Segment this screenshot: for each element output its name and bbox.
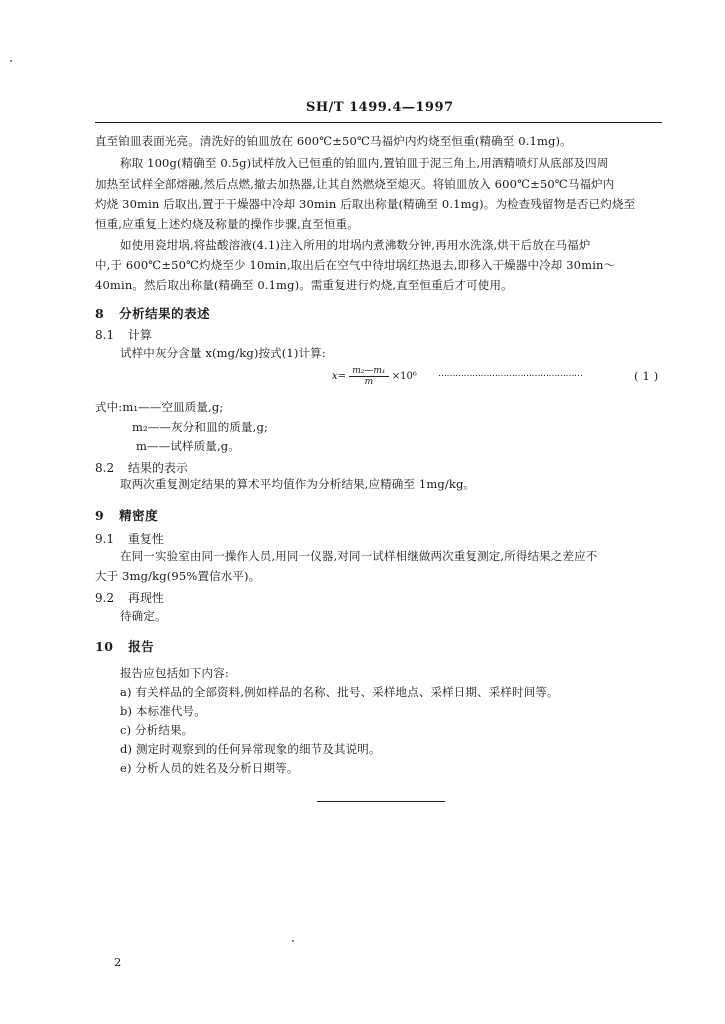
section-10-heading xyxy=(95,637,154,655)
subsection-9-1-number: 9.1 xyxy=(95,532,115,546)
formula-label: ( 1 ) xyxy=(634,369,659,383)
section-10-number: 10 xyxy=(95,639,114,654)
intro-line-2: 称取 100g(精确至 0.5g)试样放入已恒重的铂皿内,置铂皿于泥三角上,用酒精喷灯从底部及四周 xyxy=(120,156,609,170)
subsection-8-1-number: 8.1 xyxy=(95,328,115,342)
calculation-text: 试样中灰分含量 x(mg/kg)按式(1)计算: xyxy=(120,346,326,360)
subsection-8-1-title: 计算 xyxy=(127,328,152,342)
formula-denominator: m xyxy=(364,377,374,387)
intro-line-1: 直至铂皿表面光亮。清洗好的铂皿放在 600℃±50℃马福炉内灼烧至恒重(精确至 0.1mg)。 xyxy=(95,134,572,148)
scan-speck xyxy=(292,940,294,942)
report-item-b: b) 本标准代号。 xyxy=(120,704,206,718)
scan-speck xyxy=(10,60,12,62)
formula-leader-dots: …………………………………………… xyxy=(438,369,583,379)
where-line-1: 式中:m₁——空皿质量,g; xyxy=(95,400,224,414)
reproducibility-text: 待确定。 xyxy=(120,609,167,623)
result-expression-text: 取两次重复测定结果的算术平均值作为分析结果,应精确至 1mg/kg。 xyxy=(120,477,476,491)
subsection-9-2-heading xyxy=(95,589,164,606)
section-10-title: 报告 xyxy=(128,639,155,654)
standard-code-header: SH/T 1499.4—1997 xyxy=(306,100,454,115)
section-9-title: 精密度 xyxy=(119,508,159,523)
subsection-9-2-number: 9.2 xyxy=(95,591,115,605)
where-line-3: m——试样质量,g。 xyxy=(136,439,240,453)
intro-line-3: 加热至试样全部熔融,然后点燃,撤去加热器,让其自然燃烧至熄灭。将铂皿放入 600℃±50℃马福炉内 xyxy=(95,177,615,191)
intro-line-4: 灼烧 30min 后取出,置于干燥器中冷却 30min 后取出称量(精确至 0.1mg)。为检查残留物是否已灼烧至 xyxy=(95,197,636,211)
subsection-9-1-heading xyxy=(95,530,164,547)
intro-line-5: 恒重,应重复上述灼烧及称量的操作步骤,直至恒重。 xyxy=(95,217,359,231)
section-8-title: 分析结果的表述 xyxy=(119,306,211,321)
intro-line-8: 40min。然后取出称量(精确至 0.1mg)。需重复进行灼烧,直至恒重后才可使用。 xyxy=(95,278,513,292)
repeatability-line-2: 大于 3mg/kg(95%置信水平)。 xyxy=(95,569,261,583)
subsection-8-2-heading xyxy=(95,459,188,476)
formula-numerator: m₂—m₁ xyxy=(349,366,388,377)
section-9-heading xyxy=(95,506,158,524)
subsection-8-1-heading xyxy=(95,326,152,343)
report-item-c: c) 分析结果。 xyxy=(120,723,194,737)
report-item-e: e) 分析人员的姓名及分析日期等。 xyxy=(120,761,299,775)
section-8-heading xyxy=(95,304,210,322)
end-rule xyxy=(317,801,445,802)
report-intro: 报告应包括如下内容: xyxy=(120,666,229,680)
intro-line-7: 中,于 600℃±50℃灼烧至少 10min,取出后在空气中待坩埚红热退去,即移入干燥器中冷却 30min～ xyxy=(95,258,616,272)
header-rule xyxy=(95,122,662,123)
intro-line-6: 如使用瓷坩埚,将盐酸溶液(4.1)注入所用的坩埚内煮沸数分钟,再用水洗涤,烘干后放在马福炉 xyxy=(120,238,591,252)
formula-lhs: x= xyxy=(332,371,347,382)
formula-1 xyxy=(332,366,417,387)
section-8-number: 8 xyxy=(95,306,105,321)
section-9-number: 9 xyxy=(95,508,105,523)
formula-fraction xyxy=(349,366,388,387)
subsection-9-1-title: 重复性 xyxy=(127,532,164,546)
subsection-9-2-title: 再现性 xyxy=(127,591,164,605)
subsection-8-2-number: 8.2 xyxy=(95,461,115,475)
report-item-d: d) 测定时观察到的任何异常现象的细节及其说明。 xyxy=(120,742,381,756)
where-line-2: m₂——灰分和皿的质量,g; xyxy=(132,420,269,434)
report-item-a: a) 有关样品的全部资料,例如样品的名称、批号、采样地点、采样日期、采样时间等。 xyxy=(120,685,559,699)
formula-multiplier: ×10⁶ xyxy=(391,371,417,382)
subsection-8-2-title: 结果的表示 xyxy=(127,461,188,475)
repeatability-line-1: 在同一实验室由同一操作人员,用同一仪器,对同一试样相继做两次重复测定,所得结果之差应不 xyxy=(120,549,598,563)
page-number: 2 xyxy=(114,955,122,969)
